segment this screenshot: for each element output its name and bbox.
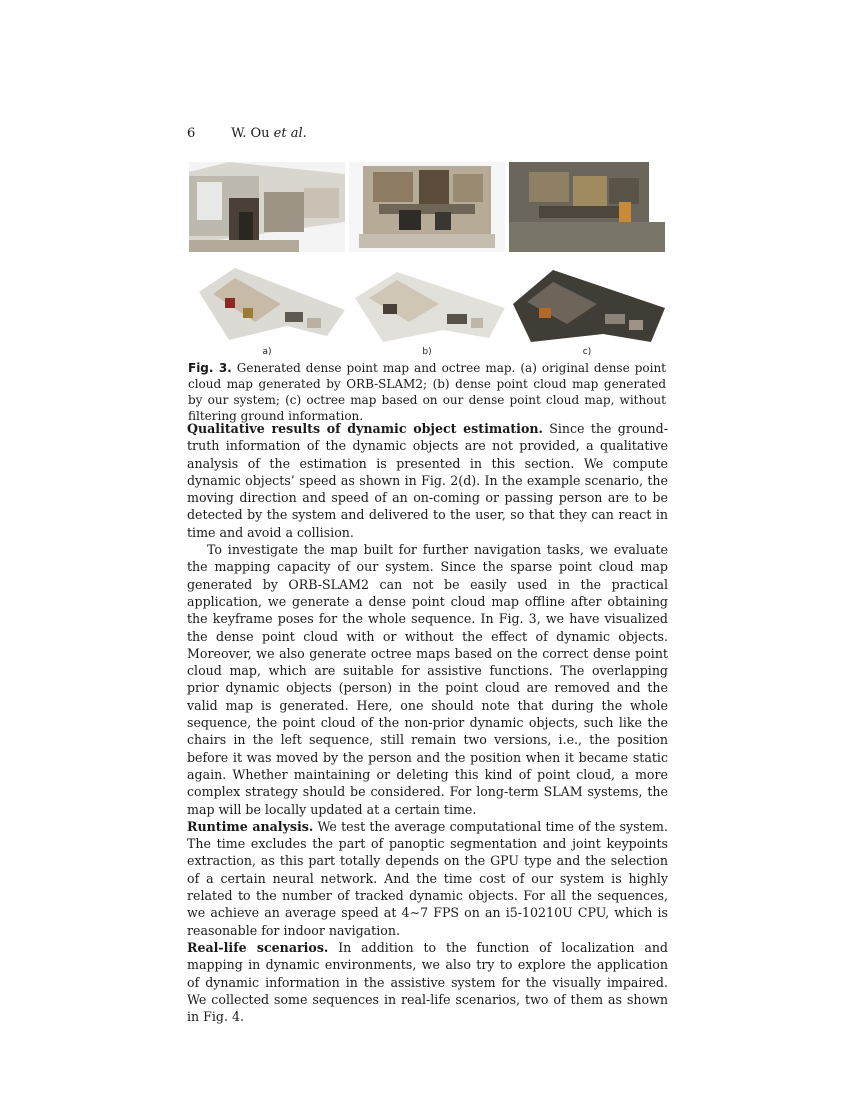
dense-map-b-topdown-image bbox=[349, 264, 505, 344]
running-author-suffix: et al. bbox=[273, 126, 307, 141]
octree-map-c-perspective-image bbox=[509, 162, 665, 252]
dense-map-b-perspective-image bbox=[349, 162, 505, 252]
caption-text: Generated dense point map and octree map. (a) original dense point cloud map generated by ORB-SLAM2; (b) dense point cloud map generated by our system; (c) octree map based on our dense point cloud map, without filtering ground information. bbox=[188, 361, 666, 423]
sublabel-c: c) bbox=[582, 347, 592, 357]
figure-row-perspective bbox=[189, 162, 665, 252]
running-header bbox=[187, 126, 307, 141]
figure-3 bbox=[189, 162, 665, 357]
paragraph-mapping bbox=[187, 541, 668, 818]
heading-qualitative: Qualitative results of dynamic object estimation. bbox=[187, 421, 543, 436]
text-qualitative: Since the ground-truth information of the dynamic objects are not provided, a qualitative analysis of the estimation is presented in this section. We compute dynamic objects’ speed as shown in Fig. 2(d). In the example scenario, the moving direction and speed of an on-coming or passing person are to be detected by the system and delivered to the user, so that they can react in time and avoid a collision. bbox=[187, 421, 668, 540]
dense-map-a-topdown-image bbox=[189, 264, 345, 344]
page-number: 6 bbox=[187, 126, 196, 141]
heading-runtime: Runtime analysis. bbox=[187, 818, 314, 834]
text-mapping: To investigate the map built for further navigation tasks, we evaluate the mapping capacity of our system. Since the sparse point cloud map generated by ORB-SLAM2 can not be easily used in the practical application, we generate a dense point cloud map offline after obtaining the keyframe poses for the whole sequence. In Fig. 3, we have visualized the dense point cloud with or without the effect of dynamic objects. Moreover, we also generate octree maps based on the correct dense point cloud map, which are suitable for assistive functions. The overlapping prior dynamic objects (person) in the point cloud are removed and the valid map is generated. Here, one should note that during the whole sequence, the point cloud of the non-prior dynamic objects, such like the chairs in the left sequence, still remain two versions, i.e., the position before it was moved by the person and the position when it became static again. Whether maintaining or deleting this kind of point cloud, a more complex strategy should be considered. For long-term SLAM systems, the map will be locally updated at a certain time. bbox=[187, 542, 668, 817]
sublabel-b: b) bbox=[422, 347, 432, 357]
running-author: W. Ou bbox=[231, 126, 270, 141]
figure-caption bbox=[188, 360, 666, 424]
heading-real-life: Real-life scenarios. bbox=[187, 939, 329, 955]
body-text bbox=[187, 420, 668, 1025]
figure-row-topdown bbox=[189, 252, 665, 344]
paragraph-qualitative bbox=[187, 420, 668, 541]
text-real-life: In addition to the function of localization and mapping in dynamic environments, we also try to explore the application of dynamic information in the assistive system for the visually impaired. We collected some sequences in real-life scenarios, two of them as shown in Fig. 4. bbox=[187, 939, 668, 1025]
caption-label: Fig. 3. bbox=[188, 361, 232, 375]
octree-map-c-topdown-image bbox=[509, 264, 665, 344]
paragraph-runtime bbox=[187, 818, 668, 939]
paragraph-real-life bbox=[187, 939, 668, 1025]
dense-map-a-perspective-image bbox=[189, 162, 345, 252]
text-runtime: We test the average computational time of the system. The time excludes the part of panoptic segmentation and joint keypoints extraction, as this part totally depends on the GPU type and the selection of a certain neural network. And the time cost of our system is highly related to the number of tracked dynamic objects. For all the sequences, we achieve an average speed at 4∼7 FPS on an i5-10210U CPU, which is reasonable for indoor navigation. bbox=[187, 818, 669, 938]
figure-sublabels bbox=[189, 347, 665, 357]
sublabel-a: a) bbox=[262, 347, 272, 357]
